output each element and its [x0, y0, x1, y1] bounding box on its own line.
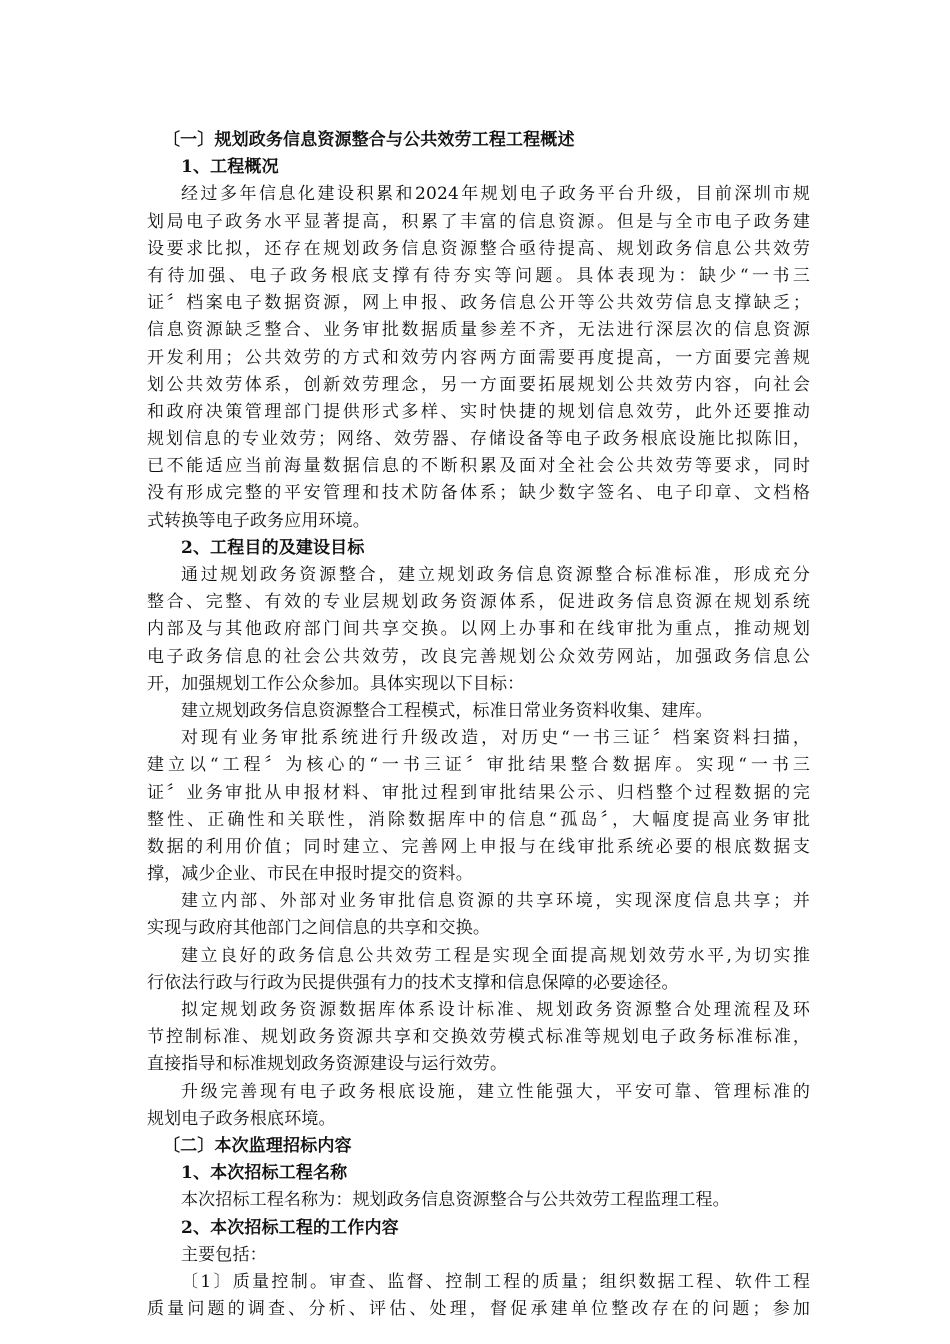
text-line: 升级完善现有电子政务根底设施，建立性能强大，平安可靠、管理标准的 — [181, 1081, 810, 1102]
text-line: 已不能适应当前海量数据信息的不断积累及面对全社会公共效劳等要求，同时 — [147, 456, 810, 477]
section-1-2-heading: 2、工程目的及建设目标 — [181, 537, 365, 558]
text-line: 证〞业务审批从申报材料、审批过程到审批结果公示、归档整个过程数据的完 — [147, 782, 810, 803]
section-1-heading: 〔一〕规划政务信息资源整合与公共效劳工程工程概述 — [163, 130, 575, 150]
text-line: 没有形成完整的平安管理和技术防备体系；缺少数字签名、电子印章、文档格 — [147, 483, 810, 504]
text-line: 规划电子政务根底环境。 — [147, 1108, 336, 1129]
goals-paragraph — [147, 562, 810, 698]
text-line: 通过规划政务资源整合，建立规划政务信息资源整合标准标准，形成充分 — [181, 565, 810, 585]
text-line: 质量问题的调查、分析、评估、处理，督促承建单位整改存在的问题；参加 — [147, 1299, 810, 1320]
project-name-line: 本次招标工程名称为：规划政务信息资源整合与公共效劳工程监理工程。 — [181, 1190, 730, 1211]
text-line: 对现有业务审批系统进行升级改造，对历史“一书三证〞档案资料扫描， — [181, 728, 810, 749]
text-line: 〔1〕质量控制。审查、监督、控制工程的质量；组织数据工程、软件工程 — [181, 1271, 810, 1292]
text-line: 有待加强、电子政务根底支撑有待夯实等问题。具体表现为：缺少“一书三 — [147, 265, 810, 286]
text-line: 实现与政府其他部门之间信息的共享和交换。 — [147, 918, 490, 939]
text-line: 直接指导和标准规划政务资源建设与运行效劳。 — [147, 1054, 508, 1075]
text-line: 建立规划政务信息资源整合工程模式，标准日常业务资料收集、建库。 — [181, 700, 713, 721]
text-line: 信息资源缺乏整合、业务审批数据质量参差不齐，无法进行深层次的信息资源 — [147, 320, 810, 341]
text-line: 建立内部、外部对业务审批信息资源的共享环境，实现深度信息共享；并 — [181, 891, 810, 912]
section-2-heading: 〔二〕本次监理招标内容 — [163, 1135, 352, 1156]
goal-item-paragraph — [147, 725, 810, 888]
text-line: 规划信息的专业效劳；网络、效劳器、存储设备等电子政务根底设施比拟陈旧， — [147, 429, 810, 450]
section-2-1-heading: 1、本次招标工程名称 — [181, 1163, 348, 1184]
goal-item-paragraph — [147, 997, 810, 1079]
document-page — [147, 127, 810, 1323]
text-line: 和政府决策管理部门提供形式多样、实时快捷的规划信息效劳，此外还要推动 — [147, 401, 810, 422]
section-2-2-heading: 2、本次招标工程的工作内容 — [181, 1217, 399, 1238]
text-line: 划局电子政务水平显著提高，积累了丰富的信息资源。但是与全市电子政务建 — [147, 211, 810, 232]
text-line: 经过多年信息化建设积累和2024年规划电子政务平台升级，目前深圳市规 — [181, 184, 810, 205]
text-line: 建立良好的政务信息公共效劳工程是实现全面提高规划效劳水平,为切实推 — [181, 945, 810, 966]
text-line: 内部及与其他政府部门间共享交换。以网上办事和在线审批为重点，推动规划 — [147, 619, 810, 640]
text-line: 节控制标准、规划政务资源共享和交换效劳模式标准等规划电子政务标准标准， — [147, 1027, 810, 1048]
quality-control-item — [147, 1269, 810, 1323]
text-line: 划公共效劳体系，创新效劳理念，另一方面要拓展规划公共效劳内容，向社会 — [147, 374, 810, 395]
text-line: 证〞档案电子数据资源，网上申报、政务信息公开等公共效劳信息支撑缺乏； — [147, 293, 810, 314]
overview-paragraph — [147, 181, 810, 534]
text-line: 开发利用；公共效劳的方式和效劳内容两方面需要再度提高，一方面要完善规 — [147, 347, 810, 368]
scope-intro-line: 主要包括： — [181, 1244, 267, 1265]
text-line: 整合、完整、有效的专业层规划政务资源体系，促进政务信息资源在规划系统 — [147, 592, 810, 613]
goal-item-paragraph — [147, 888, 810, 942]
text-line: 设要求比拟，还存在规划政务信息资源整合亟待提高、规划政务信息公共效劳 — [147, 238, 810, 259]
text-line: 建立以“工程〞为核心的“一书三证〞审批结果整合数据库。实现“一书三 — [147, 755, 810, 776]
text-line: 整性、正确性和关联性，消除数据库中的信息“孤岛〞，大幅度提高业务审批 — [147, 809, 810, 830]
text-line: 式转换等电子政务应用环境。 — [147, 510, 370, 531]
text-line: 撑，减少企业、市民在申报时提交的资料。 — [147, 864, 473, 885]
section-1-1-heading: 1、工程概况 — [181, 157, 279, 178]
goal-item-paragraph — [147, 698, 810, 725]
text-line: 行依法行政与行政为民提供强有力的技术支撑和信息保障的必要途径。 — [147, 972, 679, 993]
text-line: 拟定规划政务资源数据库体系设计标准、规划政务资源整合处理流程及环 — [181, 1000, 810, 1020]
text-line: 数据的利用价值；同时建立、完善网上申报与在线审批系统必要的根底数据支 — [147, 836, 810, 857]
goal-item-paragraph — [147, 943, 810, 997]
goal-item-paragraph — [147, 1079, 810, 1133]
text-line: 电子政务信息的社会公共效劳，改良完善规划公众效劳网站，加强政务信息公 — [147, 646, 810, 667]
text-line: 开，加强规划工作公众参加。具体实现以下目标： — [147, 673, 525, 694]
